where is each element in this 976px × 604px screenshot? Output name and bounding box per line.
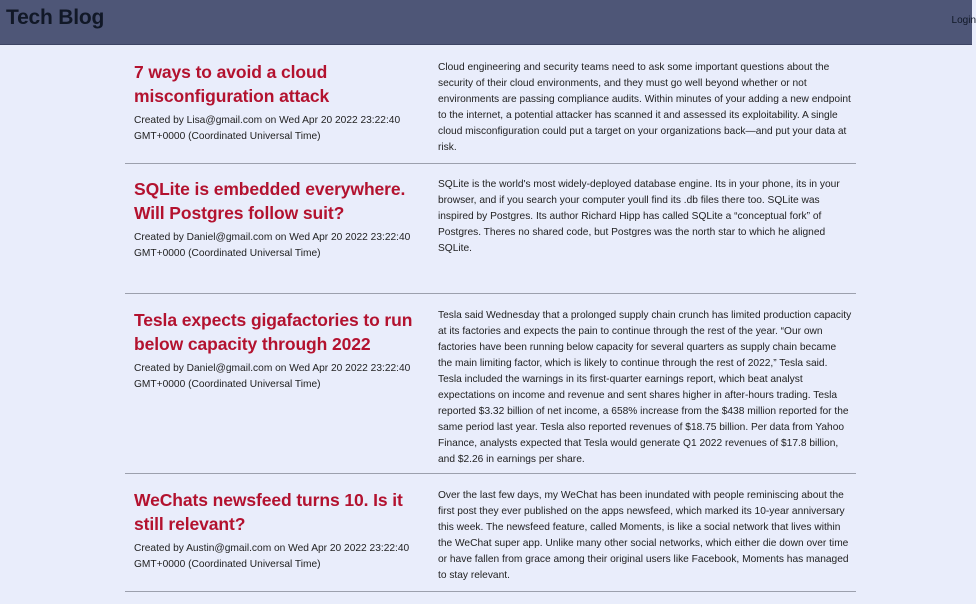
site-title[interactable]: Tech Blog — [6, 6, 105, 29]
post-title[interactable]: SQLite is embedded everywhere. Will Postgres follow suit? — [134, 179, 406, 223]
post-item — [125, 474, 856, 592]
post-body: Cloud engineering and security teams need to ask some important questions about the security of their cloud environments, and they must go well beyond whether or not environments are passing compliance audits. Within minutes of your adding a new endpoint to the internet, a potential attacker has scanned it and assessed its exploitability. A single cloud misconfiguration could put a target on your organizations back—and put your data at risk. — [438, 62, 851, 153]
post-meta: Created by Austin@gmail.com on Wed Apr 20 2022 23:22:40 GMT+0000 (Coordinated Universal Time) — [134, 543, 410, 570]
top-navbar — [0, 0, 976, 45]
post-list — [125, 45, 856, 592]
post-meta: Created by Daniel@gmail.com on Wed Apr 20 2022 23:22:40 GMT+0000 (Coordinated Universal Time) — [134, 363, 411, 390]
post-item — [125, 164, 856, 294]
login-link[interactable]: Login — [951, 15, 976, 26]
post-item — [125, 294, 856, 474]
post-body: SQLite is the world's most widely-deployed database engine. Its in your phone, its in your browser, and if you search your computer youll find its .db files there too. SQLite was inspired by Postgres. Its author Richard Hipp has called SQLite a “conceptual fork” of Postgres. Theres no shared code, but Postgres was the north star to which he aligned SQLite. — [438, 179, 840, 254]
post-item — [125, 45, 856, 164]
post-body: Over the last few days, my WeChat has been inundated with people reminiscing about the first post they ever published on the apps newsfeed, which marked its 10-year anniversary this week. The newsfeed feature, called Moments, is like a social network that lives within the WeChat super app. Unlike many other social networks, which either die down over time or have fallen from grace among their original users like Facebook, Moments has managed to stay relevant. — [438, 490, 849, 581]
post-title[interactable]: 7 ways to avoid a cloud misconfiguration attack — [134, 62, 330, 106]
post-body: Tesla said Wednesday that a prolonged supply chain crunch has limited production capacity at its factories and expects the pain to continue through the rest of the year. “Our own factories have been running below capacity for several quarters as supply chain became the main limiting factor, which is likely to continue through the rest of 2022,” Tesla said. Tesla included the warnings in its first-quarter earnings report, which beat analyst expectations on income and revenue and sent shares higher in after-hours trading. Tesla reported $3.32 billion of net income, a 658% increase from the $438 million reported for the same period last year. Tesla also reported revenues of $18.75 billion. Per data from Yahoo Finance, analysts expected that Tesla would generate Q1 2022 revenues of $17.8 billion, and $2.26 in earnings per share. — [438, 310, 852, 465]
post-title[interactable]: Tesla expects gigafactories to run below capacity through 2022 — [134, 310, 413, 354]
post-title[interactable]: WeChats newsfeed turns 10. Is it still relevant? — [134, 490, 403, 534]
post-meta: Created by Daniel@gmail.com on Wed Apr 20 2022 23:22:40 GMT+0000 (Coordinated Universal Time) — [134, 232, 411, 259]
post-meta: Created by Lisa@gmail.com on Wed Apr 20 2022 23:22:40 GMT+0000 (Coordinated Universal Time) — [134, 115, 401, 142]
